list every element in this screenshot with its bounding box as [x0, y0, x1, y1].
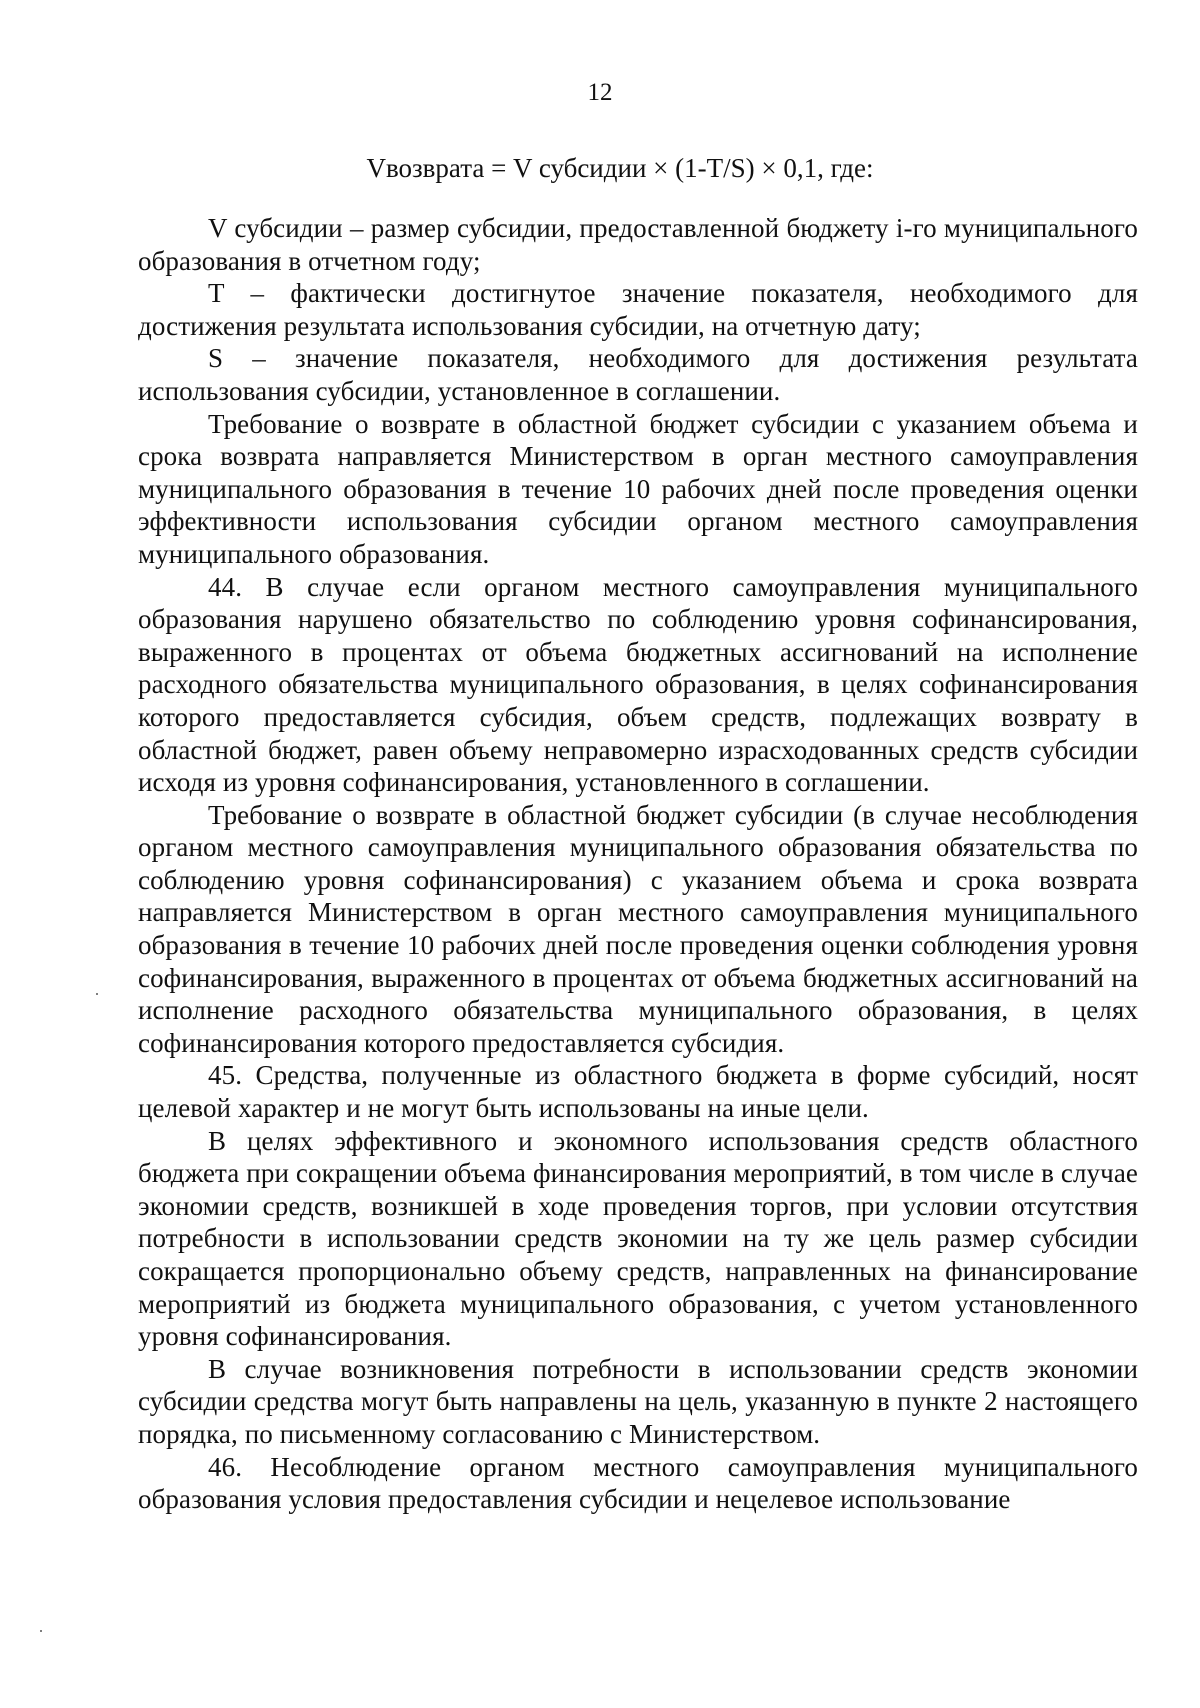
paragraph-44: 44. В случае если органом местного самоуправления муниципального образования нарушено обязательство по соблюдению уровня софинансирования, выраженного в процентах от объема бюджетных ассигнований на исполнение расходного обязательства муниципального образования, в целях софинансирования которого предоставляется субсидия, объем средств, подлежащих возврату в областной бюджет, равен объему неправомерно израсходованных средств субсидии исходя из уровня софинансирования, установленного в соглашении. [138, 571, 1138, 798]
paragraph-s-definition: S – значение показателя, необходимого для достижения результата использования субсидии, установленное в соглашении. [138, 343, 1138, 406]
page-number: 12 [587, 79, 613, 106]
formula: Vвозврата = V субсидии × (1-T/S) × 0,1, где: [366, 153, 874, 183]
paragraph-return-requirement-cofinancing: Требование о возврате в областной бюджет субсидии (в случае несоблюдения органом местного самоуправления муниципального образования обязательства по соблюдению уровня софинансирования) с указанием объема и срока возврата направляется Министерством в орган местного самоуправления муниципального образования в течение 10 рабочих дней после проведения оценки соблюдения уровня софинансирования, выраженного в процентах от объема бюджетных ассигнований на исполнение расходного обязательства муниципального образования, в целях софинансирования которого предоставляется субсидия. [138, 799, 1138, 1058]
paragraph-return-requirement: Требование о возврате в областной бюджет субсидии с указанием объема и срока возврата направляется Министерством в орган местного самоуправления муниципального образования в течение 10 рабочих дней после проведения оценки эффективности использования субсидии органом местного самоуправления муниципального образования. [138, 408, 1138, 569]
paragraph-45: 45. Средства, полученные из областного бюджета в форме субсидий, носят целевой характер и не могут быть использованы на иные цели. [138, 1060, 1138, 1124]
paragraph-savings-usage: В случае возникновения потребности в использовании средств экономии субсидии средства могут быть направлены на цель, указанную в пункте 2 настоящего порядка, по письменному согласованию с Министерством. [138, 1353, 1138, 1449]
paragraph-v-definition: V субсидии – размер субсидии, предоставленной бюджету i-го муниципального образования в отчетном году; [138, 213, 1138, 276]
paragraph-46: 46. Несоблюдение органом местного самоуправления муниципального образования условия предоставления субсидии и нецелевое использование [138, 1451, 1138, 1515]
scan-speck [96, 993, 98, 995]
paragraph-savings: В целях эффективного и экономного использования средств областного бюджета при сокращении объема финансирования мероприятий, в том числе в случае экономии средств, возникшей в ходе проведения торгов, при условии отсутствия потребности в использовании средств экономии на ту же цель размер субсидии сокращается пропорционально объему средств, направленных на финансирование мероприятий из бюджета муниципального образования, с учетом установленного уровня софинансирования. [138, 1125, 1138, 1352]
paragraph-t-definition: T – фактически достигнутое значение показателя, необходимого для достижения результата использования субсидии, на отчетную дату; [138, 278, 1138, 341]
scan-speck [40, 1630, 42, 1632]
document-body [138, 212, 1138, 1516]
